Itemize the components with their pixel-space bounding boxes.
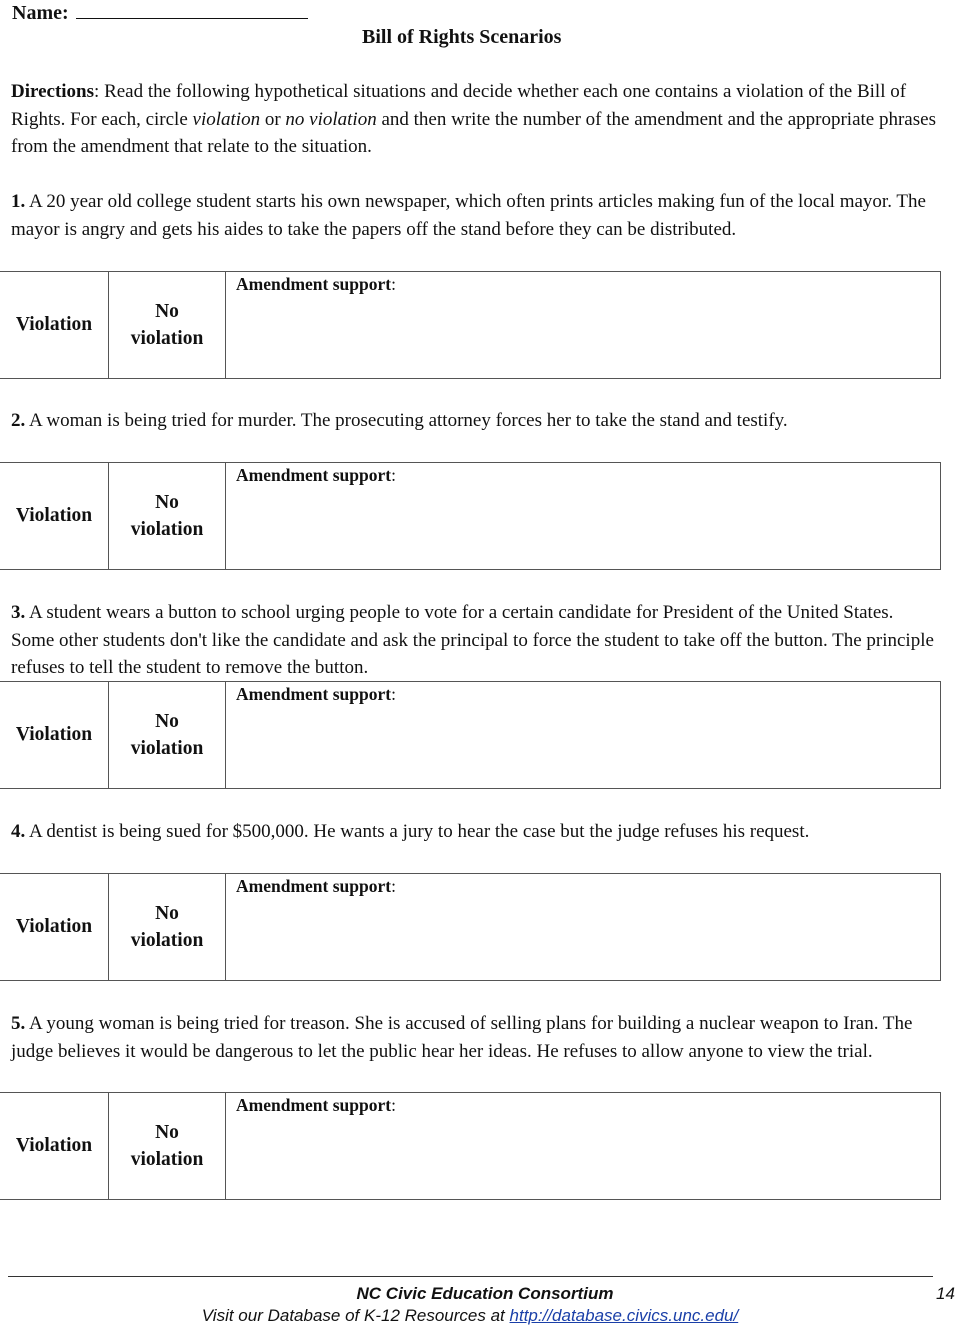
scenario-text: A young woman is being tried for treason. She is accused of selling plans for building a nuclear weapon to Iran. The judge believes it would be dangerous to let the public hear her ideas. He refuses to allow anyone to view the trial. [11,1013,913,1062]
answer-box-3 [0,681,941,789]
violation-option[interactable]: Violation [0,874,109,981]
scenario-2 [11,407,941,435]
name-label: Name: [12,2,69,24]
amendment-support-field[interactable] [226,682,941,789]
no-violation-option[interactable]: No violation [109,874,226,981]
violation-option[interactable]: Violation [0,682,109,789]
no-violation-option[interactable]: No violation [109,1093,226,1200]
scenario-number: 1. [11,191,26,212]
amendment-support-field[interactable] [226,1093,941,1200]
scenario-text: A dentist is being sued for $500,000. He wants a jury to hear the case but the judge refuses his request. [25,821,810,842]
answer-box-4 [0,873,941,981]
footer-divider [8,1276,933,1277]
amendment-support-field[interactable] [226,272,941,379]
directions-label: Directions [11,81,95,102]
no-violation-option[interactable]: No violation [109,463,226,570]
page-title: Bill of Rights Scenarios [362,26,562,48]
scenario-text: A 20 year old college student starts his own newspaper, which often prints articles making fun of the local mayor. The mayor is angry and gets his aides to take the papers off the stand before they can be distributed. [11,191,926,240]
amendment-support-field[interactable] [226,463,941,570]
directions: Directions: Read the following hypothetical situations and decide whether each one contains a violation of the Bill of Rights. For each, circle violation or no violation and then write the number of the amendment and the appropriate phrases from the amendment that relate to the situation. [11,81,936,157]
no-violation-option[interactable]: No violation [109,272,226,379]
scenario-text: A student wears a button to school urging people to vote for a certain candidate for President of the United States. Some other students don't like the candidate and ask the principal to force the student to take off the button. The principle refuses to tell the student to remove the button. [11,602,934,678]
name-field [12,0,308,25]
scenario-number: 2. [11,410,26,431]
page-number: 14 [936,1284,955,1303]
footer-visit [0,1306,940,1326]
amendment-support-label: Amendment support: [236,465,396,485]
scenario-number: 5. [11,1013,26,1034]
scenario-1 [11,188,941,243]
footer-org: NC Civic Education Consortium [356,1284,614,1303]
answer-box-5 [0,1092,941,1200]
amendment-support-label: Amendment support: [236,1095,396,1115]
violation-option[interactable]: Violation [0,1093,109,1200]
no-violation-option[interactable]: No violation [109,682,226,789]
scenario-5 [11,1010,941,1065]
database-link[interactable]: http://database.civics.unc.edu/ [509,1306,739,1325]
violation-option[interactable]: Violation [0,272,109,379]
answer-box-2 [0,462,941,570]
amendment-support-label: Amendment support: [236,274,396,294]
violation-term: violation [192,108,261,130]
answer-box-1 [0,271,941,379]
amendment-support-field[interactable] [226,874,941,981]
amendment-support-label: Amendment support: [236,684,396,704]
scenario-number: 4. [11,821,26,842]
name-blank-line[interactable] [76,0,308,19]
violation-option[interactable]: Violation [0,463,109,570]
scenario-3 [11,599,941,682]
amendment-support-label: Amendment support: [236,876,396,896]
footer-visit-text: Visit our Database of K-12 Resources at [201,1306,510,1325]
scenario-number: 3. [11,602,26,623]
scenario-4 [11,818,941,846]
no-violation-term: no violation [285,108,377,130]
scenario-text: A woman is being tried for murder. The prosecuting attorney forces her to take the stand and testify. [25,410,788,431]
